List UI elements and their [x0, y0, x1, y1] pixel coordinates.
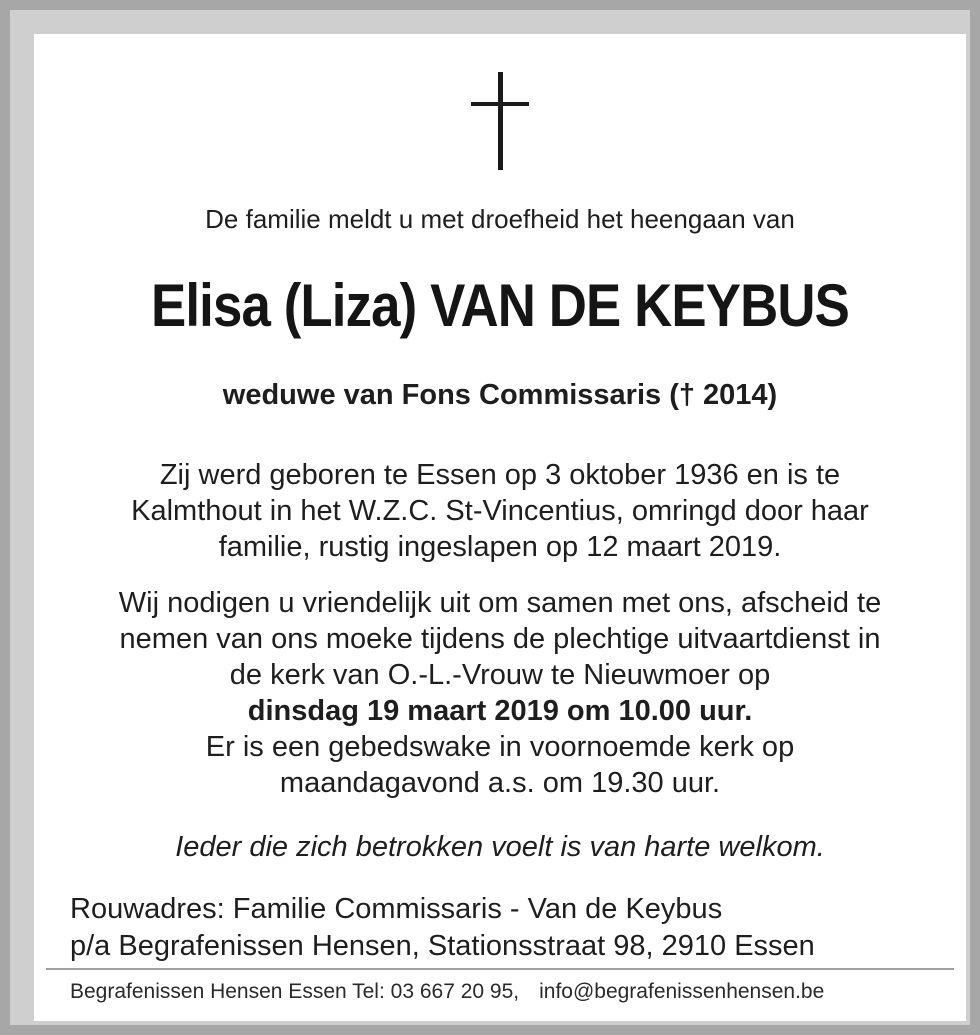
birth-line: Zij werd geboren te Essen op 3 oktober 1936 en is te [159, 459, 841, 491]
deceased-name: Elisa (Liza) VAN DE KEYBUS [151, 272, 849, 339]
birth-line: Kalmthout in het W.Z.C. St-Vincentius, omringd door haar [131, 495, 869, 527]
widow-line: weduwe van Fons Commissaris († 2014) [222, 379, 778, 411]
address-line: p/a Begrafenissen Hensen, Stationsstraat 98, 2910 Essen [70, 930, 815, 962]
footer-company-phone: Begrafenissen Hensen Essen Tel: 03 667 20 95, [70, 980, 520, 1003]
footer-email: info@begrafenissenhensen.be [539, 980, 825, 1003]
cross-icon [471, 72, 531, 170]
vigil-line: Er is een gebedswake in voornoemde kerk op [205, 731, 795, 763]
mourning-address [70, 891, 815, 965]
obituary-notice [34, 34, 966, 1021]
welcome-text: Ieder die zich betrokken voelt is van harte welkom. [175, 831, 825, 863]
intro-text: De familie meldt u met droefheid het heengaan van [205, 204, 795, 234]
funeral-date: dinsdag 19 maart 2019 om 10.00 uur. [247, 695, 753, 727]
footer [70, 980, 824, 1004]
birth-paragraph [34, 457, 966, 565]
vigil-line: maandagavond a.s. om 19.30 uur. [279, 767, 721, 799]
invitation-line: nemen van ons moeke tijdens de plechtige uitvaartdienst in [119, 623, 881, 655]
invitation-line: de kerk van O.-L.-Vrouw te Nieuwmoer op [229, 659, 771, 691]
address-line: Rouwadres: Familie Commissaris - Van de Keybus [70, 893, 723, 925]
divider [46, 968, 954, 970]
birth-line: familie, rustig ingeslapen op 12 maart 2019. [218, 531, 782, 563]
invitation-paragraph [34, 585, 966, 801]
invitation-line: Wij nodigen u vriendelijk uit om samen met ons, afscheid te [118, 587, 882, 619]
